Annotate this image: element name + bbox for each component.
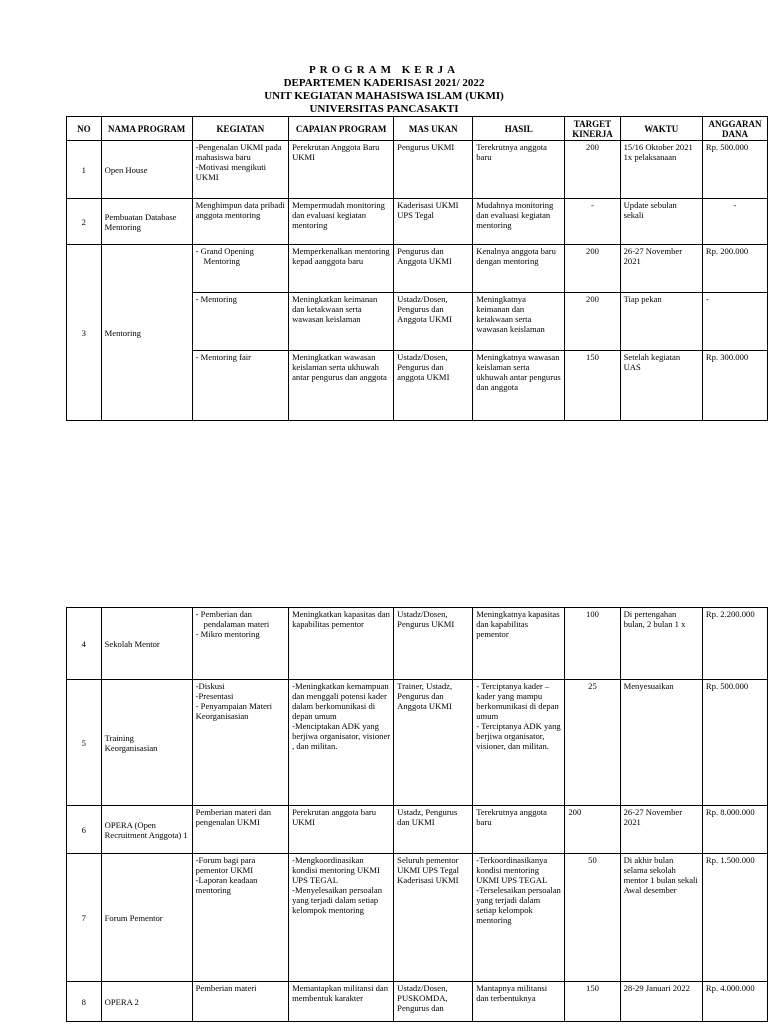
row-masukan: Kaderisasi UKMI UPS Tegal xyxy=(394,199,473,245)
row-no: 8 xyxy=(67,982,102,1022)
header-anggaran-dana: ANGGARAN DANA xyxy=(702,117,767,141)
kegiatan-item: -Presentasi xyxy=(195,691,234,701)
row-nama-program: Open House xyxy=(101,141,192,199)
row-hasil: Meningkatnya keimanan dan ketakwaan serta wawasan keislaman xyxy=(473,293,565,351)
row-nama-program: Pembuatan Database Mentoring xyxy=(101,199,192,245)
header-target-kinerja: TARGET KINERJA xyxy=(565,117,620,141)
row-no: 3 xyxy=(67,245,102,421)
kegiatan-item: - Penyampaian Materi Keorganisasian xyxy=(195,701,273,721)
row-nama-program: OPERA (Open Recruitment Anggota) 1 xyxy=(101,806,192,854)
table-row xyxy=(67,982,768,1022)
title-line-1: PROGRAM KERJA xyxy=(308,64,460,76)
row-target: 200 xyxy=(565,245,620,293)
table-row xyxy=(67,141,768,199)
kegiatan-item: - Mentoring fair xyxy=(195,352,252,362)
waktu-item: 15/16 Oktober 2021 xyxy=(623,142,693,152)
row-target: 150 xyxy=(565,351,620,421)
row-capaian: Meningkatkan kapasitas dan kapabilitas pementor xyxy=(289,608,394,680)
table-row xyxy=(67,854,768,982)
title-line-3: UNIT KEGIATAN MAHASISWA ISLAM (UKMI) xyxy=(264,90,504,102)
row-kegiatan xyxy=(192,854,288,982)
row-target: 50 xyxy=(565,854,620,982)
row-nama-program: Training Keorganisasian xyxy=(101,680,192,806)
row-kegiatan xyxy=(192,245,288,293)
row-masukan: Ustadz, Pengurus dan UKMI xyxy=(394,806,473,854)
row-capaian: Perekrutan anggota baru UKMI xyxy=(289,806,394,854)
kegiatan-item: -Pengenalan UKMI pada mahasiswa baru xyxy=(195,142,282,162)
row-target: 200 xyxy=(565,141,620,199)
table-row xyxy=(67,245,768,293)
capaian-item: -Menciptakan ADK yang berjiwa organisator, visioner , dan militan. xyxy=(292,721,391,751)
row-masukan: Pengurus dan Anggota UKMI xyxy=(394,245,473,293)
row-waktu: Di pertengahan bulan, 2 bulan 1 x xyxy=(620,608,702,680)
row-kegiatan xyxy=(192,351,288,421)
row-kegiatan xyxy=(192,293,288,351)
header-hasil: HASIL xyxy=(473,117,565,141)
row-target: 150 xyxy=(565,982,620,1022)
row-hasil: Kenalnya anggota baru dengan mentoring xyxy=(473,245,565,293)
table-row xyxy=(67,608,768,680)
row-masukan: Seluruh pementor UKMI UPS Tegal Kaderisasi UKMI xyxy=(394,854,473,982)
row-hasil: Mudahnya monitoring dan evaluasi kegiatan mentoring xyxy=(473,199,565,245)
row-masukan: Ustadz/Dosen, Pengurus dan Anggota UKMI xyxy=(394,293,473,351)
table-row xyxy=(67,199,768,245)
row-masukan: Ustadz/Dosen, Pengurus dan anggota UKMI xyxy=(394,351,473,421)
row-hasil: Terekrutnya anggota baru xyxy=(473,806,565,854)
row-no: 4 xyxy=(67,608,102,680)
row-waktu: Tiap pekan xyxy=(620,293,702,351)
kegiatan-item: - Pemberian dan pendalaman materi xyxy=(195,609,270,629)
header-waktu: WAKTU xyxy=(620,117,702,141)
row-anggaran: Rp. 500.000 xyxy=(702,680,767,806)
row-kegiatan: Pemberian materi xyxy=(192,982,288,1022)
row-target: - xyxy=(565,199,620,245)
row-nama-program: OPERA 2 xyxy=(101,982,192,1022)
row-no: 7 xyxy=(67,854,102,982)
table-header-row xyxy=(67,117,768,141)
row-masukan: Ustadz/Dosen, Pengurus UKMI xyxy=(394,608,473,680)
capaian-item: -Menyelesaikan persoalan yang terjadi dalam setiap kelompok mentoring xyxy=(292,885,383,915)
kegiatan-item: - Mentoring xyxy=(195,294,237,304)
header-kegiatan: KEGIATAN xyxy=(192,117,288,141)
kegiatan-item: - Mikro mentoring xyxy=(195,629,260,639)
row-waktu: 28-29 Januari 2022 xyxy=(620,982,702,1022)
row-nama-program: Mentoring xyxy=(101,245,192,421)
row-kegiatan: Pemberian materi dan pengenalan UKMI xyxy=(192,806,288,854)
header-nama-program: NAMA PROGRAM xyxy=(101,117,192,141)
row-capaian: Memantapkan militansi dan membentuk karakter xyxy=(289,982,394,1022)
row-kegiatan: Menghimpun data pribadi anggota mentoring xyxy=(192,199,288,245)
row-no: 6 xyxy=(67,806,102,854)
row-masukan: Ustadz/Dosen, PUSKOMDA, Pengurus dan xyxy=(394,982,473,1022)
table-row xyxy=(67,680,768,806)
row-capaian: Memperkenalkan mentoring kepad aanggota baru xyxy=(289,245,394,293)
row-hasil xyxy=(473,854,565,982)
row-anggaran: Rp. 1.500.000 xyxy=(702,854,767,982)
row-hasil xyxy=(473,680,565,806)
row-waktu: Menyesuaikan xyxy=(620,680,702,806)
row-anggaran: Rp. 200.000 xyxy=(702,245,767,293)
row-nama-program: Sekolah Mentor xyxy=(101,608,192,680)
hasil-item: -Terkoordinasikanya kondisi mentoring UKMI UPS TEGAL xyxy=(476,855,548,885)
row-target: 200 xyxy=(565,806,620,854)
row-kegiatan xyxy=(192,680,288,806)
row-anggaran: Rp. 8.000.000 xyxy=(702,806,767,854)
row-waktu: Update sebulan sekali xyxy=(620,199,702,245)
row-target: 200 xyxy=(565,293,620,351)
row-hasil: Mantapnya militansi dan terbentuknya xyxy=(473,982,565,1022)
hasil-item: -Terselesaikan persoalan yang terjadi dalam setiap kelompok mentoring xyxy=(476,885,561,925)
row-anggaran: Rp. 4.000.000 xyxy=(702,982,767,1022)
program-table-page-2 xyxy=(66,607,768,1022)
row-waktu: Setelah kegiatan UAS xyxy=(620,351,702,421)
row-capaian xyxy=(289,854,394,982)
row-waktu: 26-27 November 2021 xyxy=(620,245,702,293)
header-masukan: MAS UKAN xyxy=(394,117,473,141)
row-anggaran: Rp. 500.000 xyxy=(702,141,767,199)
kegiatan-item: - Grand Opening Mentoring xyxy=(195,246,254,266)
row-hasil: Meningkatnya kapasitas dan kapabilitas pementor xyxy=(473,608,565,680)
row-capaian: Mempermudah monitoring dan evaluasi kegiatan mentoring xyxy=(289,199,394,245)
row-capaian: Meningkatkan keimanan dan ketakwaan serta wawasan keislaman xyxy=(289,293,394,351)
header-capaian-program: CAPAIAN PROGRAM xyxy=(289,117,394,141)
row-anggaran: - xyxy=(702,293,767,351)
hasil-item: - Terciptanya ADK yang berjiwa organisator, visioner, dan militan. xyxy=(476,721,561,751)
header-no: NO xyxy=(67,117,102,141)
program-table-page-1 xyxy=(66,116,768,421)
waktu-item: Di akhir bulan selama sekolah mentor 1 bulan sekali xyxy=(623,855,698,885)
row-capaian: Meningkatkan wawasan keislaman serta ukhuwah antar pengurus dan anggota xyxy=(289,351,394,421)
row-waktu xyxy=(620,141,702,199)
title-line-4: UNIVERSITAS PANCASAKTI xyxy=(309,103,459,115)
title-line-2: DEPARTEMEN KADERISASI 2021/ 2022 xyxy=(283,77,485,89)
row-kegiatan xyxy=(192,141,288,199)
document-title xyxy=(0,64,768,116)
row-no: 5 xyxy=(67,680,102,806)
row-capaian: Perekrutan Anggota Baru UKMI xyxy=(289,141,394,199)
kegiatan-item: -Diskusi xyxy=(195,681,225,691)
row-hasil: Terekrutnya anggota baru xyxy=(473,141,565,199)
waktu-item: Awal desember xyxy=(623,885,677,895)
row-waktu: 26-27 November 2021 xyxy=(620,806,702,854)
row-kegiatan xyxy=(192,608,288,680)
row-anggaran: Rp. 2.200.000 xyxy=(702,608,767,680)
kegiatan-item: -Forum bagi para pementor UKMI xyxy=(195,855,256,875)
row-masukan: Trainer, Ustadz, Pengurus dan Anggota UKMI xyxy=(394,680,473,806)
row-target: 25 xyxy=(565,680,620,806)
kegiatan-item: -Motivasi mengikuti UKMI xyxy=(195,162,267,182)
row-anggaran: - xyxy=(702,199,767,245)
capaian-item: -Meningkatkan kemampuan dan menggali potensi kader dalam berkomunikasi di depan umum xyxy=(292,681,389,721)
kegiatan-item: -Laporan keadaan mentoring xyxy=(195,875,258,895)
row-hasil: Meningkatnya wawasan keislaman serta ukhuwah antar pengurus dan anggota xyxy=(473,351,565,421)
row-target: 100 xyxy=(565,608,620,680)
row-masukan: Pengurus UKMI xyxy=(394,141,473,199)
row-no: 2 xyxy=(67,199,102,245)
row-no: 1 xyxy=(67,141,102,199)
row-capaian xyxy=(289,680,394,806)
waktu-item: 1x pelaksanaan xyxy=(623,152,677,162)
hasil-item: - Terciptanya kader – kader yang mampu berkomunikasi di depan umum xyxy=(476,681,559,721)
capaian-item: -Mengkoordinasikan kondisi mentoring UKMI UPS TEGAL xyxy=(292,855,380,885)
table-row xyxy=(67,806,768,854)
row-waktu xyxy=(620,854,702,982)
row-anggaran: Rp. 300.000 xyxy=(702,351,767,421)
row-nama-program: Forum Pementor xyxy=(101,854,192,982)
